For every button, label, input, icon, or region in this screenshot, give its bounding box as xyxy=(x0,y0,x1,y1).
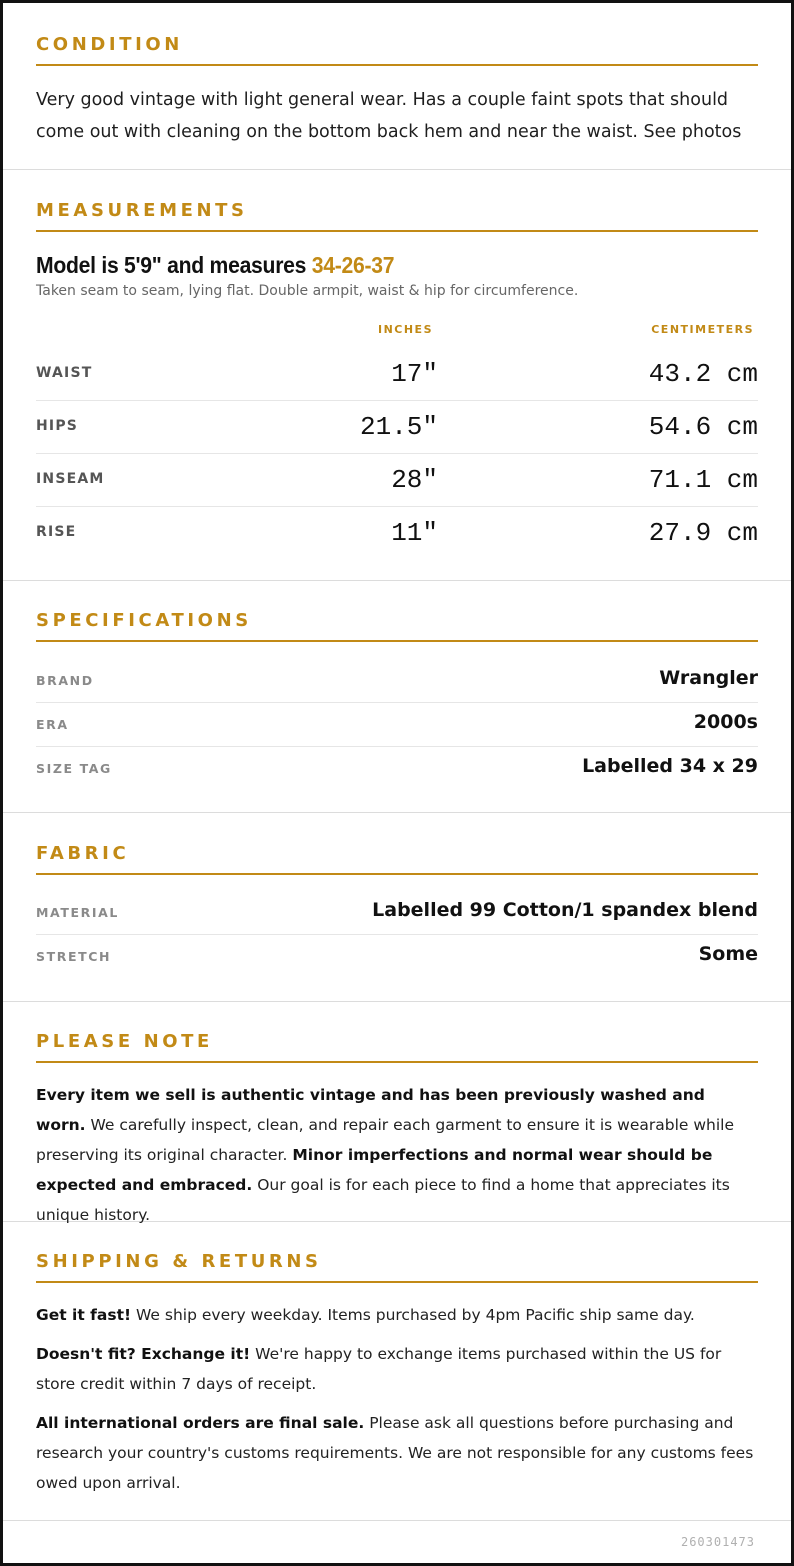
shipping-title: SHIPPING & RETURNS xyxy=(36,1251,758,1283)
measurement-inches: 11" xyxy=(391,518,438,548)
shipping-paragraph-3 xyxy=(36,1408,758,1498)
shipping-text-2: We're happy to exchange items purchased within the US for store credit within 7 days of receipt. xyxy=(36,1345,722,1393)
shipping-bold-3: All international orders are final sale. xyxy=(36,1414,365,1432)
spec-row-era xyxy=(36,703,758,747)
spec-label: SIZE TAG xyxy=(36,761,112,776)
spec-value: 2000s xyxy=(693,711,758,733)
fabric-row-stretch xyxy=(36,935,758,979)
spec-value: Labelled 34 x 29 xyxy=(582,755,758,777)
column-header-centimeters: CENTIMETERS xyxy=(651,323,754,336)
condition-section xyxy=(3,3,791,170)
fabric-value: Labelled 99 Cotton/1 spandex blend xyxy=(372,899,758,921)
specifications-title: SPECIFICATIONS xyxy=(36,610,758,642)
measurement-note: Taken seam to seam, lying flat. Double armpit, waist & hip for circumference. xyxy=(36,283,579,299)
measurement-label: INSEAM xyxy=(36,471,105,487)
measurement-inches: 17" xyxy=(391,359,438,389)
fabric-label: MATERIAL xyxy=(36,905,119,920)
measurement-label: RISE xyxy=(36,524,77,540)
shipping-text-3: Please ask all questions before purchasing and research your country's customs requirements. We are not responsible for any customs fees owed upon arrival. xyxy=(36,1414,754,1492)
note-text-2: Our goal is for each piece to find a home that appreciates its unique history. xyxy=(36,1176,730,1224)
spec-row-brand xyxy=(36,659,758,703)
measurement-cm: 71.1 cm xyxy=(648,465,758,495)
spec-label: ERA xyxy=(36,717,69,732)
measurements-title: MEASUREMENTS xyxy=(36,200,758,232)
spec-row-size-tag xyxy=(36,747,758,791)
model-prefix: Model is 5'9" and measures xyxy=(36,252,312,278)
measurement-label: WAIST xyxy=(36,365,93,381)
shipping-text-1: We ship every weekday. Items purchased by 4pm Pacific ship same day. xyxy=(131,1306,695,1324)
measurement-row-inseam xyxy=(36,454,758,507)
condition-text: Very good vintage with light general wear. Has a couple faint spots that should come out with cleaning on the bottom back hem and near the waist. See photos xyxy=(36,90,742,142)
spec-label: BRAND xyxy=(36,673,94,688)
note-bold-2: Minor imperfections and normal wear should be expected and embraced. xyxy=(36,1146,713,1194)
fabric-title: FABRIC xyxy=(36,843,758,875)
condition-title: CONDITION xyxy=(36,34,758,66)
note-text-1: We carefully inspect, clean, and repair each garment to ensure it is wearable while preserving its original character. xyxy=(36,1116,735,1164)
please-note-text xyxy=(36,1080,758,1230)
measurement-cm: 54.6 cm xyxy=(648,412,758,442)
measurement-row-hips xyxy=(36,401,758,454)
measurement-inches: 28" xyxy=(391,465,438,495)
measurement-row-rise xyxy=(36,507,758,560)
measurement-cm: 43.2 cm xyxy=(648,359,758,389)
shipping-paragraph-2 xyxy=(36,1339,758,1399)
fabric-label: STRETCH xyxy=(36,949,112,964)
please-note-title: PLEASE NOTE xyxy=(36,1031,758,1063)
measurement-cm: 27.9 cm xyxy=(648,518,758,548)
measurement-inches: 21.5" xyxy=(359,412,438,442)
product-id: 260301473 xyxy=(680,1535,755,1549)
shipping-bold-2: Doesn't fit? Exchange it! xyxy=(36,1345,251,1363)
measurement-label: HIPS xyxy=(36,418,79,434)
note-bold-1: Every item we sell is authentic vintage and has been previously washed and worn. xyxy=(36,1086,705,1134)
shipping-paragraph-1 xyxy=(36,1300,758,1330)
fabric-row-material xyxy=(36,891,758,935)
column-header-inches: INCHES xyxy=(377,323,433,336)
spec-value: Wrangler xyxy=(659,667,758,689)
model-measures: 34-26-37 xyxy=(311,252,395,278)
measurement-row-waist xyxy=(36,348,758,401)
fabric-value: Some xyxy=(698,943,758,965)
model-measurements-line xyxy=(36,252,394,279)
shipping-bold-1: Get it fast! xyxy=(36,1306,132,1324)
